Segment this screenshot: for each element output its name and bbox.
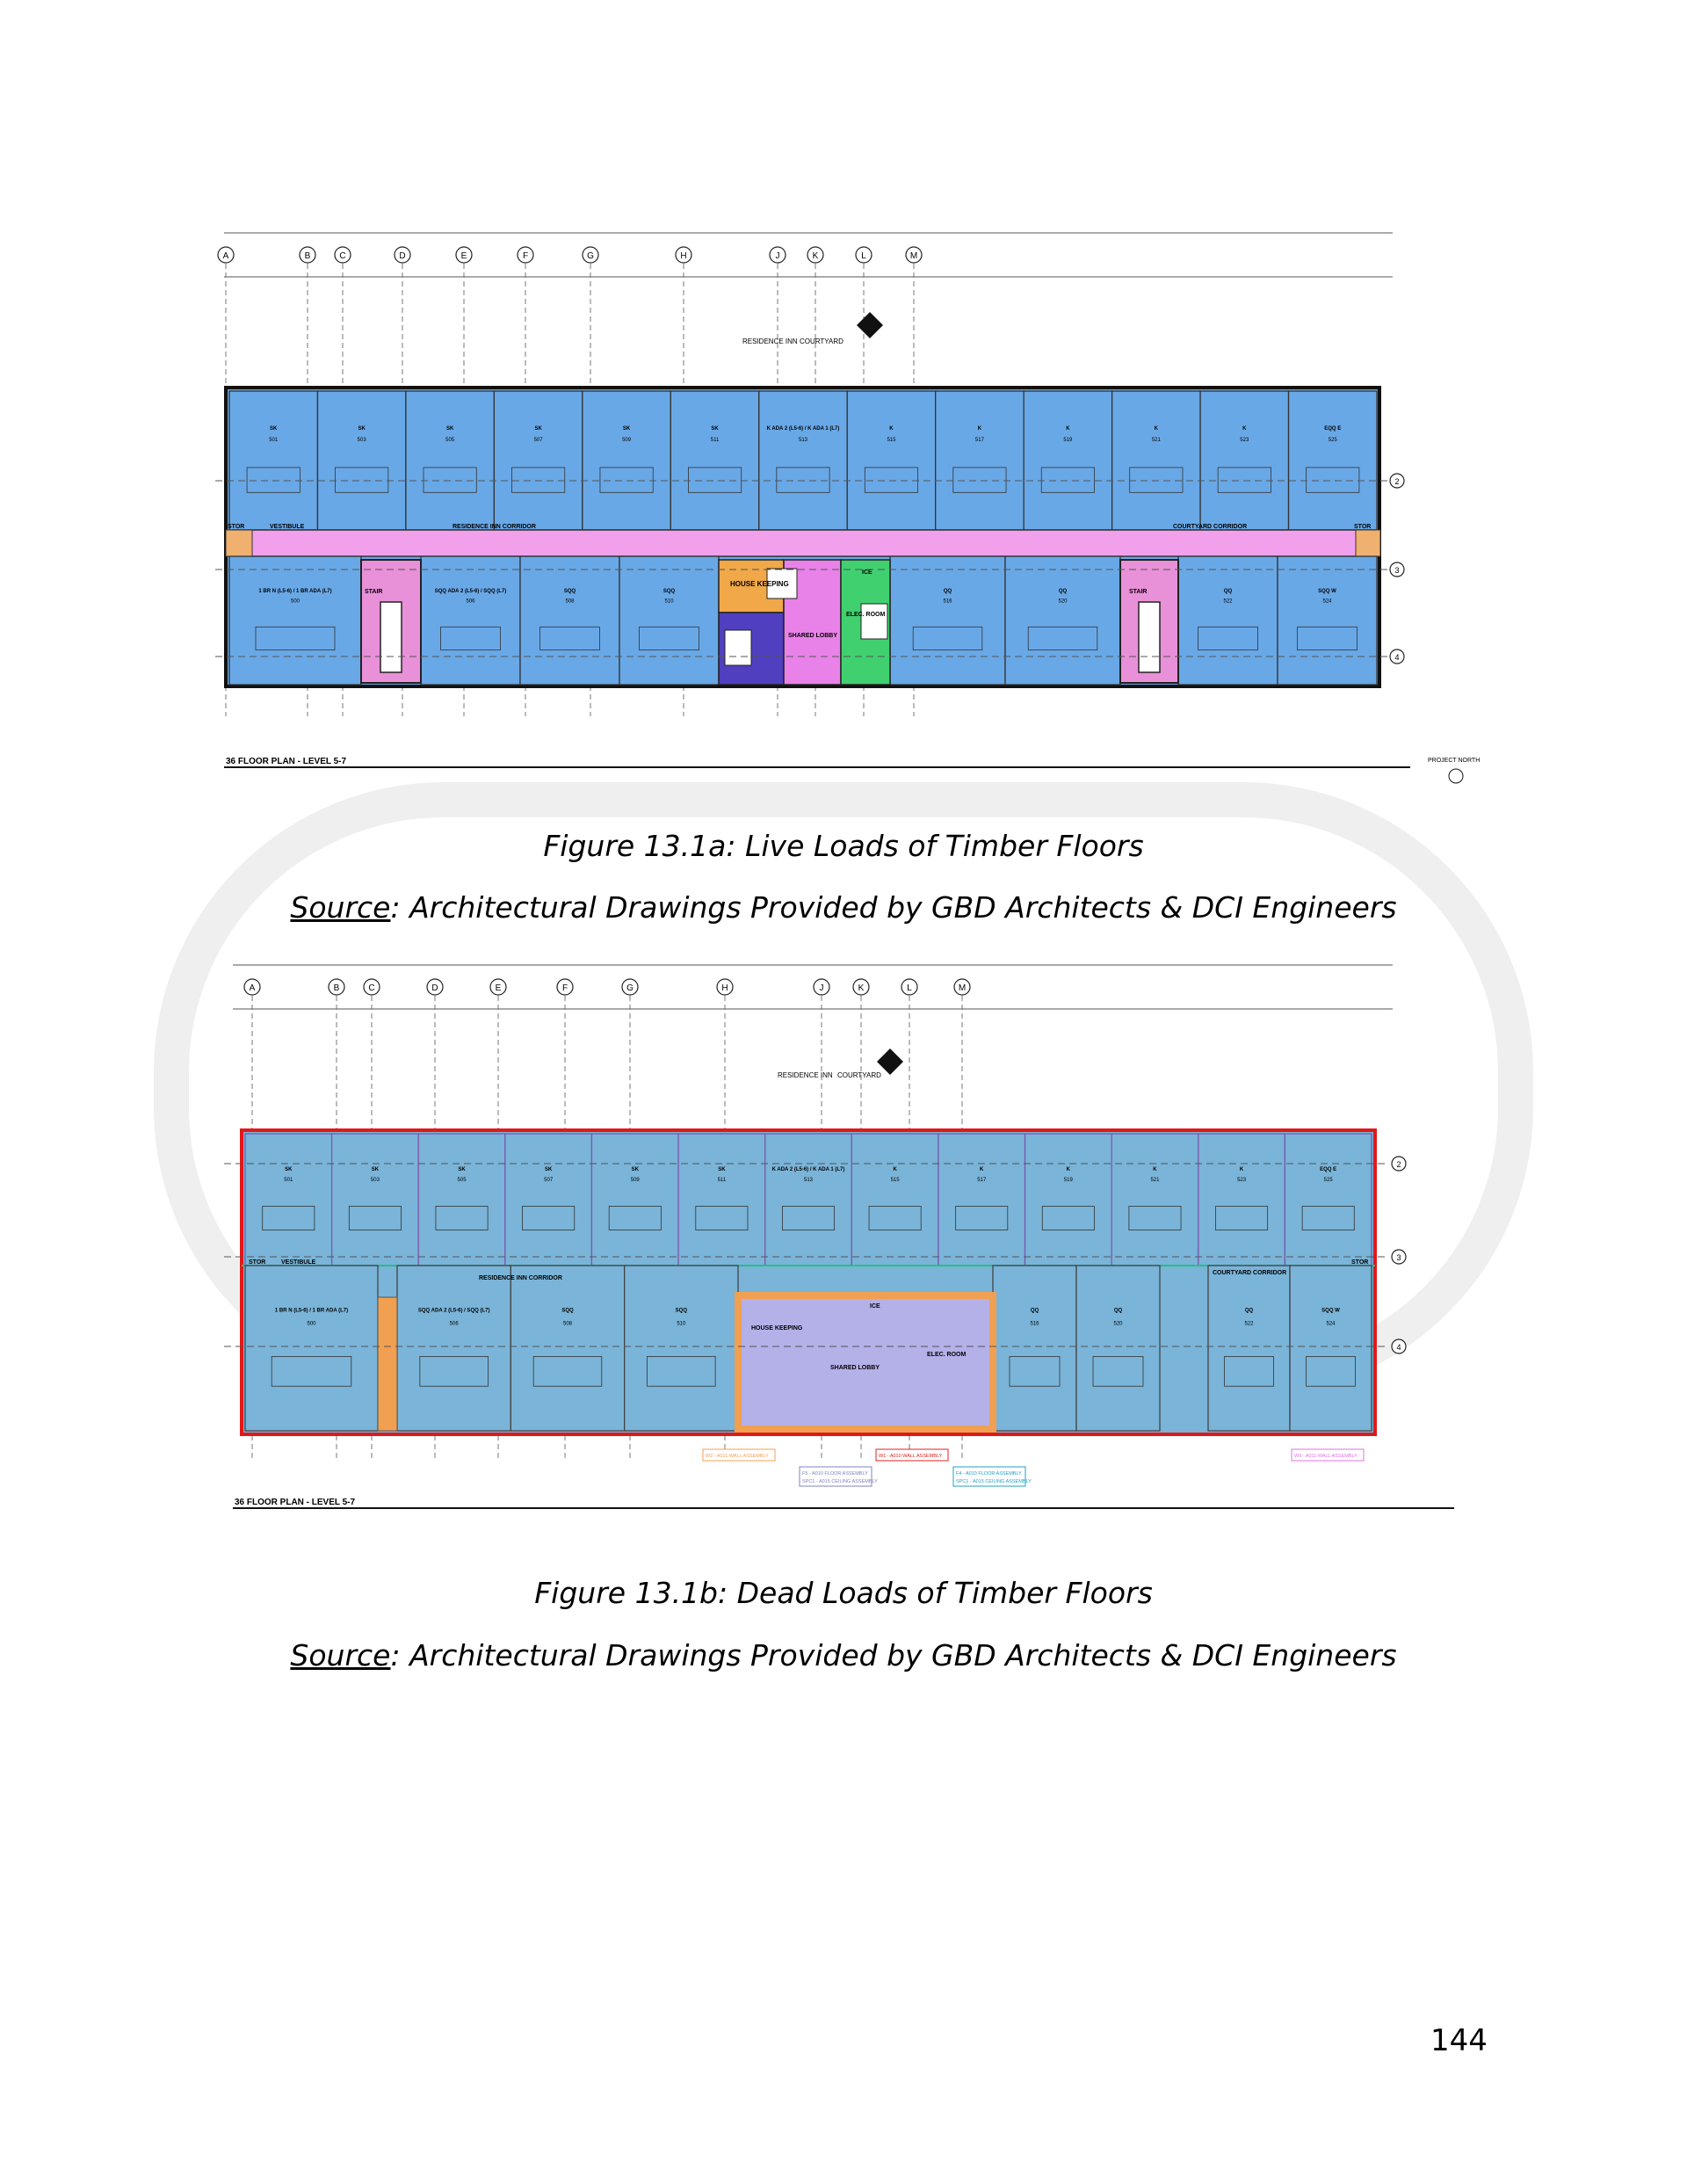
top-room-a-521 — [1112, 391, 1200, 530]
stor-label-right-b: STOR — [1351, 1259, 1369, 1266]
room-name: 1 BR N (L5-6) / 1 BR ADA (L7) — [274, 1308, 349, 1314]
figure-b-source-label: Source — [290, 1638, 391, 1672]
room-number: 510 — [664, 599, 674, 605]
legend-text: SPC1 - A015 CEILING ASSEMBLY — [956, 1479, 1032, 1484]
top-room-a-511 — [670, 391, 758, 530]
room-number: 501 — [269, 437, 279, 443]
courtyard-label-b: COURTYARD — [837, 1071, 881, 1079]
grid-label-G: G — [587, 251, 594, 261]
top-room-a-515 — [847, 391, 935, 530]
vestibule-label: VESTIBULE — [270, 524, 305, 530]
project-north-label: PROJECT NORTH — [1428, 758, 1481, 764]
room-name: SQQ W — [1318, 588, 1336, 594]
ice-label-b: ICE — [870, 1303, 880, 1310]
room-number: 506 — [466, 599, 475, 605]
room-number: 520 — [1113, 1321, 1123, 1327]
grid-label-K: K — [858, 983, 865, 993]
room-name: SK — [285, 1167, 293, 1172]
room-number: 524 — [1326, 1321, 1336, 1327]
top-room-a-501 — [229, 391, 317, 530]
legend-text: F4 - A010 FLOOR ASSEMBLY — [956, 1471, 1022, 1477]
legend-text: W2 - A011 WALL ASSEMBLY — [706, 1454, 769, 1459]
stor-label-right: STOR — [1354, 524, 1372, 530]
room-name: K — [980, 1167, 984, 1172]
ice-label: ICE — [862, 570, 872, 576]
legend-item-0 — [703, 1449, 775, 1461]
legend-text: SPC1 - A015 CEILING ASSEMBLY — [802, 1479, 878, 1484]
room-name: SK — [544, 1167, 553, 1172]
housekeeping-label-b: HOUSE KEEPING — [751, 1325, 803, 1331]
room-number: 508 — [562, 1321, 573, 1327]
grid-label-F: F — [561, 983, 568, 993]
room-name: 1 BR N (L5-6) / 1 BR ADA (L7) — [258, 588, 332, 594]
room-number: 513 — [798, 437, 808, 443]
top-room-b-509 — [591, 1134, 678, 1266]
figure-b-caption: Figure 13.1b: Dead Loads of Timber Floors — [534, 1576, 1153, 1610]
room-number: 503 — [370, 1178, 380, 1183]
bottom-room-b-520 — [1076, 1266, 1160, 1431]
room-name: QQ — [1113, 1308, 1123, 1314]
room-number: 525 — [1323, 1178, 1333, 1183]
grid-label-M: M — [909, 251, 918, 261]
grid-label-L: L — [861, 251, 866, 261]
bottom-room-b-506 — [397, 1266, 510, 1431]
room-name: K — [977, 426, 982, 432]
room-number: 508 — [565, 599, 575, 605]
top-room-b-501 — [245, 1134, 332, 1266]
room-number: 519 — [1063, 1178, 1073, 1183]
bottom-room-a-520 — [1005, 556, 1120, 685]
figure-a-source-text: : Architectural Drawings Provided by GBD Architects & DCI Engineers — [390, 890, 1397, 925]
grid-label-H: H — [721, 983, 728, 993]
top-room-b-507 — [505, 1134, 592, 1266]
room-name: QQ — [1244, 1308, 1254, 1314]
top-room-b-505 — [418, 1134, 505, 1266]
top-room-a-517 — [936, 391, 1024, 530]
room-number: 500 — [290, 599, 300, 605]
room-name: SK — [458, 1167, 466, 1172]
top-room-a-523 — [1200, 391, 1288, 530]
bottom-room-b-508 — [510, 1266, 624, 1431]
top-room-b-511 — [678, 1134, 765, 1266]
page-number: 144 — [1430, 2023, 1488, 2058]
stair-label-2: STAIR — [1129, 589, 1148, 595]
courtyard-label: COURTYARD — [800, 337, 844, 345]
room-name: SK — [718, 1167, 726, 1172]
room-name: SK — [622, 426, 631, 432]
grid-label-B: B — [304, 251, 311, 261]
row-label-3: 3 — [1396, 1253, 1401, 1262]
room-number: 515 — [887, 437, 896, 443]
bottom-room-a-524 — [1278, 556, 1377, 685]
top-room-a-519 — [1024, 391, 1111, 530]
room-number: 521 — [1150, 1178, 1160, 1183]
room-name: K ADA 2 (L5-6) / K ADA 1 (L7) — [766, 426, 840, 432]
room-number: 505 — [445, 437, 455, 443]
room-number: 515 — [890, 1178, 900, 1183]
room-name: QQ — [1223, 588, 1233, 594]
room-name: K — [1242, 426, 1247, 432]
room-number: 523 — [1237, 1178, 1247, 1183]
legend-item-2 — [800, 1467, 878, 1486]
room-number: 513 — [803, 1178, 814, 1183]
room-number: 507 — [544, 1178, 554, 1183]
residence-inn-label: RESIDENCE INN — [742, 337, 798, 345]
room-number: 525 — [1328, 437, 1337, 443]
top-room-b-503 — [332, 1134, 419, 1266]
room-name: QQ — [1030, 1308, 1039, 1314]
room-name: QQ — [1058, 588, 1068, 594]
room-name: EQQ E — [1324, 426, 1342, 432]
plan-title-a: 36 FLOOR PLAN - LEVEL 5-7 — [226, 757, 347, 766]
grid-label-E: E — [460, 251, 467, 261]
legend-item-3 — [953, 1467, 1032, 1486]
bottom-room-b-516 — [993, 1266, 1076, 1431]
room-name: K ADA 2 (L5-6) / K ADA 1 (L7) — [771, 1167, 845, 1172]
row-label-4: 4 — [1394, 653, 1400, 662]
vestibule-label-b: VESTIBULE — [281, 1259, 316, 1266]
room-name: SQQ — [561, 1308, 574, 1314]
courtyard-corridor-label: COURTYARD CORRIDOR — [1173, 524, 1248, 530]
room-number: 523 — [1240, 437, 1249, 443]
legend-text: F5 - A010 FLOOR ASSEMBLY — [802, 1471, 868, 1477]
legend-text: W3 - A011 WALL ASSEMBLY — [1294, 1454, 1358, 1459]
figure-a-source — [0, 890, 1687, 925]
grid-label-J: J — [775, 251, 780, 261]
housekeeping-label: HOUSE KEEPING — [730, 580, 789, 588]
grid-label-H: H — [680, 251, 687, 261]
room-number: 516 — [1030, 1321, 1039, 1327]
grid-label-K: K — [812, 251, 819, 261]
top-room-b-515 — [851, 1134, 938, 1266]
figure-b-source — [0, 1638, 1687, 1673]
room-number: 524 — [1322, 599, 1332, 605]
bottom-room-a-516 — [890, 556, 1005, 685]
room-number: 509 — [630, 1178, 640, 1183]
top-room-a-503 — [317, 391, 405, 530]
bottom-room-a-522 — [1178, 556, 1278, 685]
room-number: 511 — [710, 437, 720, 443]
row-label-2: 2 — [1396, 1160, 1401, 1169]
legend-item-4 — [1292, 1449, 1364, 1461]
grid-label-E: E — [495, 983, 502, 993]
grid-label-D: D — [399, 251, 406, 261]
bottom-room-b-500 — [245, 1266, 378, 1431]
top-room-a-513 — [759, 391, 847, 530]
room-name: K — [1239, 1167, 1244, 1172]
top-room-b-523 — [1198, 1134, 1285, 1266]
bottom-room-b-524 — [1290, 1266, 1372, 1431]
floor-plan-live-loads — [215, 224, 1481, 795]
room-name: SK — [631, 1167, 639, 1172]
row-label-2: 2 — [1394, 477, 1400, 486]
room-number: 519 — [1063, 437, 1073, 443]
bottom-room-a-508 — [520, 556, 619, 685]
room-name: K — [1066, 426, 1070, 432]
legend-item-1 — [876, 1449, 948, 1461]
figure-b-source-text: : Architectural Drawings Provided by GBD Architects & DCI Engineers — [390, 1638, 1397, 1672]
courtyard-corridor-label-b: COURTYARD CORRIDOR — [1213, 1270, 1287, 1276]
room-number: 521 — [1151, 437, 1161, 443]
grid-label-F: F — [522, 251, 529, 261]
figure-a-source-label: Source — [290, 890, 391, 925]
floor-plan-b-drawing — [215, 956, 1463, 1536]
grid-label-A: A — [249, 983, 256, 993]
plan-title-b: 36 FLOOR PLAN - LEVEL 5-7 — [235, 1498, 356, 1507]
room-number: 501 — [284, 1178, 293, 1183]
grid-label-L: L — [907, 983, 912, 993]
shared-lobby-label: SHARED LOBBY — [788, 633, 838, 639]
room-number: 511 — [717, 1178, 727, 1183]
room-name: SK — [711, 426, 719, 432]
room-number: 503 — [357, 437, 366, 443]
room-number: 522 — [1223, 599, 1233, 605]
legend-text: W1 - A010 WALL ASSEMBLY — [879, 1454, 943, 1459]
bottom-room-a-506 — [421, 556, 520, 685]
residence-inn-corridor-label-b: RESIDENCE INN CORRIDOR — [479, 1275, 562, 1281]
room-number: 517 — [977, 1178, 987, 1183]
shared-lobby-label-b: SHARED LOBBY — [830, 1365, 880, 1371]
grid-label-A: A — [222, 251, 229, 261]
floor-plan-a-drawing — [215, 224, 1481, 795]
room-name: SQQ — [662, 588, 676, 594]
residence-inn-corridor-label: RESIDENCE INN CORRIDOR — [453, 524, 536, 530]
room-number: 510 — [677, 1321, 686, 1327]
grid-label-C: C — [368, 983, 375, 993]
room-name: SK — [534, 426, 542, 432]
grid-label-B: B — [333, 983, 340, 993]
room-number: 507 — [533, 437, 543, 443]
room-name: SK — [371, 1167, 380, 1172]
room-number: 522 — [1244, 1321, 1254, 1327]
bottom-room-b-522 — [1208, 1266, 1290, 1431]
elec-room-label: ELEC. ROOM — [846, 612, 886, 618]
floor-plan-dead-loads — [215, 956, 1463, 1536]
room-name: K — [893, 1167, 897, 1172]
grid-label-D: D — [431, 983, 438, 993]
grid-label-J: J — [819, 983, 824, 993]
room-name: SK — [445, 426, 454, 432]
top-room-b-519 — [1025, 1134, 1112, 1266]
figure-a-caption: Figure 13.1a: Live Loads of Timber Floors — [543, 829, 1144, 863]
bottom-room-b-510 — [625, 1266, 738, 1431]
top-room-a-525 — [1289, 391, 1377, 530]
room-name: SK — [270, 426, 278, 432]
row-label-4: 4 — [1396, 1343, 1401, 1352]
room-name: EQQ E — [1320, 1167, 1337, 1172]
top-room-b-517 — [938, 1134, 1025, 1266]
room-number: 505 — [457, 1178, 467, 1183]
bottom-room-a-510 — [619, 556, 719, 685]
stair-label-1: STAIR — [365, 589, 383, 595]
room-number: 520 — [1058, 599, 1068, 605]
top-room-a-509 — [583, 391, 670, 530]
top-room-b-525 — [1285, 1134, 1372, 1266]
room-number: 506 — [449, 1321, 459, 1327]
grid-label-G: G — [626, 983, 634, 993]
stor-label-left-b: STOR — [249, 1259, 266, 1266]
room-name: SQQ ADA 2 (L5-6) / SQQ (L7) — [434, 588, 507, 594]
top-room-a-505 — [406, 391, 494, 530]
room-name: K — [1154, 426, 1159, 432]
room-number: 500 — [307, 1321, 316, 1327]
grid-label-M: M — [958, 983, 967, 993]
bottom-room-a-500 — [229, 556, 361, 685]
room-name: SK — [358, 426, 366, 432]
stor-label-left: STOR — [228, 524, 245, 530]
room-name: SQQ — [675, 1308, 688, 1314]
room-name: K — [889, 426, 894, 432]
top-room-a-507 — [494, 391, 582, 530]
room-name: SQQ — [563, 588, 576, 594]
elec-room-label-b: ELEC. ROOM — [927, 1352, 967, 1358]
room-number: 509 — [622, 437, 632, 443]
room-name: K — [1066, 1167, 1071, 1172]
row-label-3: 3 — [1394, 566, 1400, 575]
residence-inn-label-b: RESIDENCE INN — [778, 1071, 833, 1079]
room-number: 517 — [974, 437, 984, 443]
room-name: SQQ ADA 2 (L5-6) / SQQ (L7) — [417, 1308, 490, 1314]
room-name: SQQ W — [1321, 1308, 1340, 1314]
room-name: QQ — [943, 588, 952, 594]
room-name: K — [1153, 1167, 1157, 1172]
top-room-b-513 — [765, 1134, 852, 1266]
grid-label-C: C — [339, 251, 346, 261]
top-room-b-521 — [1111, 1134, 1198, 1266]
room-number: 516 — [943, 599, 952, 605]
